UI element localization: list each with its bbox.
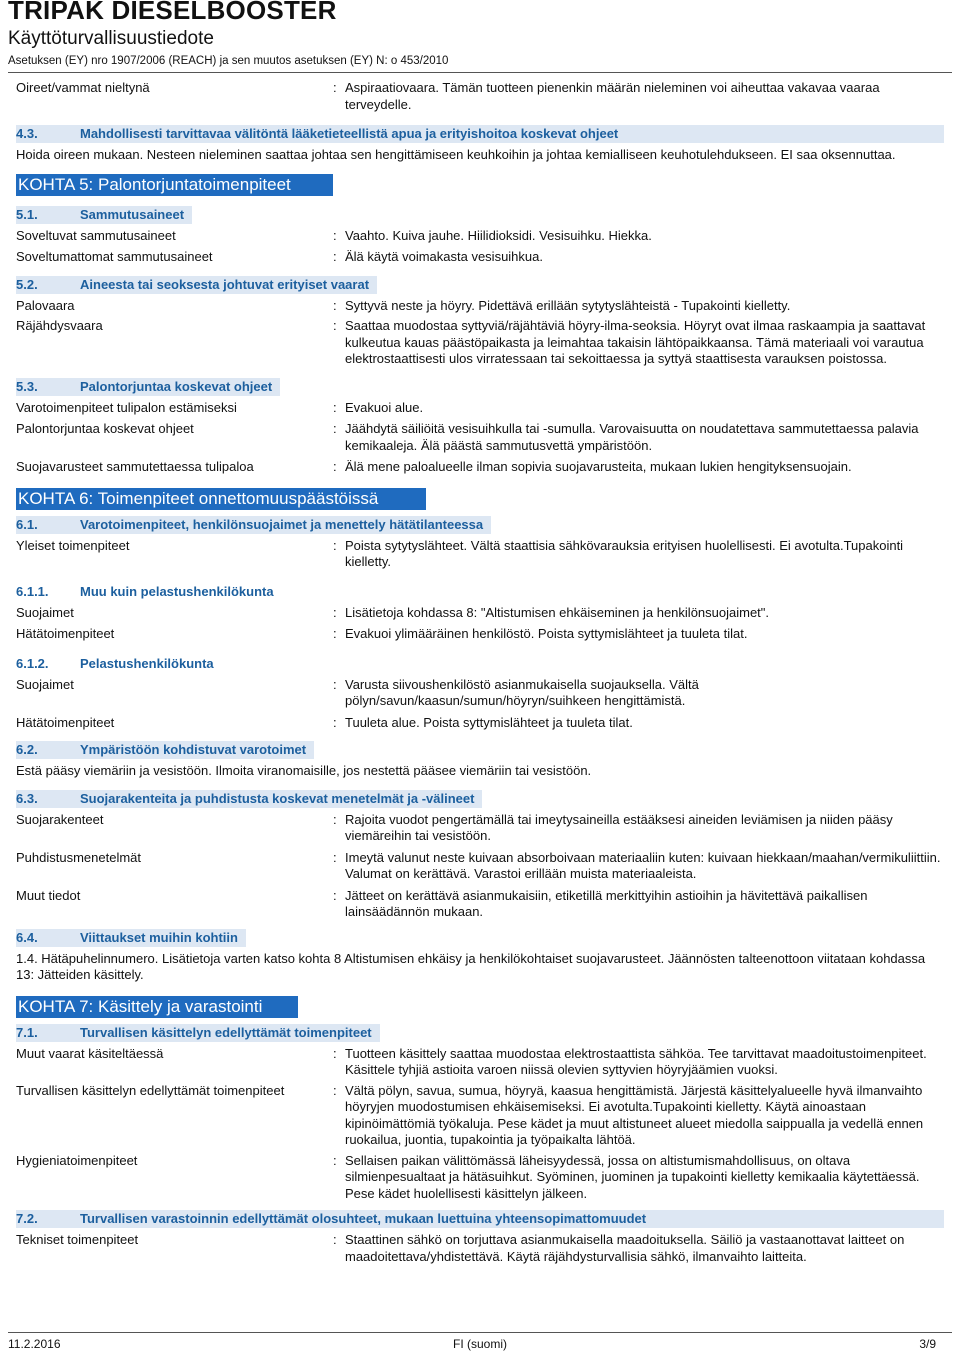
subsection-number: 6.1. — [16, 516, 80, 534]
field-colon: : — [333, 1045, 337, 1061]
field-colon: : — [333, 318, 337, 333]
subsection-heading — [16, 929, 944, 947]
field-colon: : — [333, 1152, 337, 1168]
subsection-title: Pelastushenkilökunta — [80, 655, 214, 671]
subsection-number: 7.1. — [16, 1024, 80, 1042]
subsection-number: 6.1.1. — [16, 583, 49, 599]
field-label: Hygieniatoimenpiteet — [16, 1152, 138, 1168]
subsection-heading — [16, 125, 944, 143]
field-colon: : — [333, 537, 337, 553]
field-row — [16, 228, 944, 245]
field-label: Hätätoimenpiteet — [16, 714, 115, 730]
subsection-title: Mahdollisesti tarvittavaa välitöntä lääketieteellistä apua ja erityishoitoa koskevat ohjeet — [80, 125, 626, 143]
subsubsection-heading — [16, 655, 944, 673]
field-value: Vältä pölyn, savua, sumua, höyryä, kaasua hengittämistä. Järjestä käsittelyalueelle hyvä ilmanvaihto höyryjen muodostumisen ehkäisemiseksi. Ei avotulta.Tupakointi kielletty. Käytä ainoastaan kipinöimättömiä työkaluja. Pese kädet ja muut altistuneet alueet miedolla saippualla ja vedellä ennen ruokailua, juontia, tupakointia ja työpaikalta lähtöä. — [345, 1082, 924, 1147]
subsection-number: 4.3. — [16, 126, 38, 141]
subsection-title: Aineesta tai seoksesta johtuvat erityiset vaarat — [80, 276, 377, 294]
field-label: Räjähdysvaara — [16, 318, 103, 333]
subsection-number: 6.4. — [16, 929, 80, 947]
field-row — [16, 1153, 944, 1203]
field-colon: : — [333, 1232, 337, 1247]
field-value: Tuuleta alue. Poista syttymislähteet ja tuuleta tilat. — [345, 714, 633, 730]
subsection-heading — [16, 206, 944, 224]
field-label: Soveltumattomat sammutusaineet — [16, 249, 213, 264]
field-label: Soveltuvat sammutusaineet — [16, 227, 176, 243]
field-row — [16, 626, 944, 643]
document-subtitle: Käyttöturvallisuustiedote — [8, 28, 214, 49]
field-label: Suojaimet — [16, 604, 74, 620]
field-label: Varotoimenpiteet tulipalon estämiseksi — [16, 399, 237, 415]
paragraph: 1.4. Hätäpuhelinnumero. Lisätietoja varten katso kohta 8 Altistumisen ehkäisy ja henkilökohtaiset suojavarusteet. Jäännösten talteenottoon viitataan kohdassa 13: Jätteiden käsittely. — [16, 950, 926, 982]
subsection-number: 6.1.2. — [16, 655, 49, 671]
subsection-number: 5.1. — [16, 206, 80, 224]
subsection-title: Varotoimenpiteet, henkilönsuojaimet ja menettely hätätilanteessa — [80, 516, 491, 534]
field-colon: : — [333, 887, 337, 903]
field-colon: : — [333, 459, 337, 474]
field-label: Oireet/vammat nieltynä — [16, 80, 150, 95]
field-row — [16, 1083, 944, 1149]
paragraph: Hoida oireen mukaan. Nesteen nieleminen saattaa johtaa sen hengittämiseen keuhkoihin ja johtaa kemialliseen keuhotulehdukseen. EI saa oksennuttaa. — [16, 147, 896, 162]
field-value: Imeytä valunut neste kuivaan absorboivaan materiaaliin kuten: kuivaan hiekkaan/maahan/vermikuliittiin. Valumat on kerättävä. Varastoi erillään muista materiaaleista. — [345, 849, 941, 881]
field-row — [16, 459, 944, 476]
field-label: Palontorjuntaa koskevat ohjeet — [16, 421, 194, 436]
footer-divider — [8, 1332, 952, 1333]
field-row — [16, 538, 944, 571]
field-row — [16, 812, 944, 845]
regulation-line: Asetuksen (EY) nro 1907/2006 (REACH) ja sen muutos asetuksen (EY) N: o 453/2010 — [8, 55, 449, 67]
field-value: Vaahto. Kuiva jauhe. Hiilidioksidi. Vesisuihku. Hiekka. — [345, 227, 652, 243]
subsection-heading — [16, 790, 944, 808]
field-row — [16, 715, 944, 732]
subsection-title: Turvallisen käsittelyn edellyttämät toimenpiteet — [80, 1024, 380, 1042]
field-colon: : — [333, 604, 337, 620]
field-row — [16, 298, 944, 315]
field-colon: : — [333, 227, 337, 243]
field-row — [16, 677, 944, 710]
field-label: Hätätoimenpiteet — [16, 626, 115, 641]
section-heading: KOHTA 6: Toimenpiteet onnettomuuspäästöissä — [16, 488, 426, 510]
field-label: Tekniset toimenpiteet — [16, 1232, 139, 1247]
field-row — [16, 318, 944, 368]
field-label: Yleiset toimenpiteet — [16, 537, 130, 553]
field-row — [16, 850, 944, 883]
paragraph: Estä pääsy viemäriin ja vesistöön. Ilmoita viranomaisille, jos nestettä pääsee viemäriin tai vesistöön. — [16, 763, 592, 778]
subsection-heading — [16, 1210, 944, 1228]
section-heading: KOHTA 5: Palontorjuntatoimenpiteet — [16, 174, 333, 196]
field-value: Rajoita vuodot pengertämällä tai imeytysaineilla estääksesi aineiden leviämisen ja niiden pääsy viemäreihin tai vesistöön. — [345, 811, 893, 843]
subsection-heading — [16, 1024, 944, 1042]
field-row — [16, 400, 944, 417]
field-value: Lisätietoja kohdassa 8: "Altistumisen ehkäiseminen ja henkilönsuojaimet". — [345, 604, 770, 620]
field-value: Jätteet on kerättävä asianmukaisiin, etiketillä merkittyihin astioihin ja hävitettävä paikallisen lainsäädännön mukaan. — [345, 887, 868, 919]
field-label: Puhdistusmenetelmät — [16, 849, 142, 865]
field-row — [16, 80, 944, 113]
field-value: Syttyvä neste ja höyry. Pidettävä erillään sytytyslähteistä - Tupakointi kielletty. — [345, 297, 791, 313]
field-label: Palovaara — [16, 297, 75, 313]
field-label: Suojavarusteet sammutettaessa tulipaloa — [16, 459, 254, 474]
field-label: Muut vaarat käsiteltäessä — [16, 1045, 164, 1061]
subsection-number: 7.2. — [16, 1211, 38, 1226]
field-value: Evakuoi alue. — [345, 399, 424, 415]
field-value: Varusta siivoushenkilöstö asianmukaisella suojauksella. Vältä pölyn/savun/kaasun/sumun/höyryn/suihkeen hengittämistä. — [345, 676, 699, 708]
field-value: Aspiraatiovaara. Tämän tuotteen pienenkin määrän nieleminen voi aiheuttaa vakavaa vaaraa terveydelle. — [345, 80, 880, 112]
field-row — [16, 249, 944, 266]
field-value: Saattaa muodostaa syttyviä/räjähtäviä höyry-ilma-seoksia. Höyryt ovat ilmaa raskaampia ja saattavat kulkeutua kauas päästöpaikasta ja leimahtaa takaisin lähtöpaikkaansa. Tämä materiaali voi varautua elektrostaattisesti ulos virratessaan tai sekoittaessa ja syttyä staattisesta varauksen poistossa. — [345, 318, 926, 366]
language-label: FI (suomi) — [453, 1337, 507, 1351]
subsection-title: Sammutusaineet — [80, 206, 192, 224]
field-colon: : — [333, 249, 337, 264]
field-colon: : — [333, 80, 337, 95]
subsection-heading — [16, 378, 944, 396]
field-row — [16, 421, 944, 454]
field-row — [16, 1232, 944, 1265]
subsection-number: 5.2. — [16, 276, 80, 294]
section-heading: KOHTA 7: Käsittely ja varastointi — [16, 996, 298, 1018]
subsection-title: Ympäristöön kohdistuvat varotoimet — [80, 741, 314, 759]
field-label: Turvallisen käsittelyn edellyttämät toimenpiteet — [16, 1082, 285, 1098]
revision-date: 11.2.2016 — [8, 1337, 61, 1351]
field-value: Sellaisen paikan välittömässä läheisyydessä, jossa on altistumismahdollisuus, on oltava silmienpesualtaat ja hätäsuihkut. Syöminen, juominen ja tupakointi kielletty kemikaalia käytettäessä. Pese kädet huolellisesti käsittelyn jälkeen. — [345, 1152, 920, 1201]
subsection-title: Viittaukset muihin kohtiin — [80, 929, 246, 947]
header-divider — [8, 72, 952, 73]
subsection-number: 6.3. — [16, 790, 80, 808]
field-row — [16, 605, 944, 622]
field-colon: : — [333, 849, 337, 865]
subsection-title: Turvallisen varastoinnin edellyttämät olosuhteet, mukaan luettuina yhteensopimattomuudet — [80, 1210, 654, 1228]
field-value: Jäähdytä säiliöitä vesisuihkulla tai -sumulla. Varovaisuutta on noudatettava sammutettaessa palavia kemikaaleja. Älä päästä sammutusvettä ympäristöön. — [345, 421, 919, 453]
subsection-number: 5.3. — [16, 378, 80, 396]
field-value: Poista sytytyslähteet. Vältä staattisia sähkövarauksia erityisen huolellisesti. Ei avotulta.Tupakointi kielletty. — [345, 537, 904, 569]
subsection-heading — [16, 276, 944, 294]
field-label: Muut tiedot — [16, 887, 81, 903]
field-colon: : — [333, 714, 337, 730]
field-value: Evakuoi ylimääräinen henkilöstö. Poista syttymislähteet ja tuuleta tilat. — [345, 626, 748, 641]
field-colon: : — [333, 1082, 337, 1098]
field-colon: : — [333, 626, 337, 641]
field-colon: : — [333, 399, 337, 415]
subsubsection-heading — [16, 583, 944, 601]
field-colon: : — [333, 421, 337, 436]
subsection-title: Palontorjuntaa koskevat ohjeet — [80, 378, 280, 396]
field-label: Suojarakenteet — [16, 811, 104, 827]
field-label: Suojaimet — [16, 676, 74, 692]
subsection-title: Suojarakenteita ja puhdistusta koskevat menetelmät ja -välineet — [80, 790, 482, 808]
field-value: Älä mene paloalueelle ilman sopivia suojavarusteita, mukaan lukien hengityksensuojain. — [345, 459, 852, 474]
subsection-title: Muu kuin pelastushenkilökunta — [80, 583, 274, 599]
field-row — [16, 1046, 944, 1079]
field-value: Staattinen sähkö on torjuttava asianmukaisella maadoituksella. Säiliö ja vastaanottavat laitteet on maadoitettava/yhdistettävä. Käytä räjähdysturvallisia sähkö, ilmanvaihto laitteita. — [345, 1232, 905, 1264]
field-value: Älä käytä voimakasta vesisuihkua. — [345, 249, 543, 264]
field-value: Tuotteen käsittely saattaa muodostaa elektrostaattista sähköa. Tee tarvittavat maadoitustoimenpiteet. Käsittele tyhjiä astioita varoen niissä olevien syttyvien höyryjäämien vuoksi. — [345, 1045, 927, 1077]
field-colon: : — [333, 297, 337, 313]
field-colon: : — [333, 676, 337, 692]
subsection-heading — [16, 516, 944, 534]
subsection-heading — [16, 741, 944, 759]
field-colon: : — [333, 811, 337, 827]
product-title: TRIPAK DIESELBOOSTER — [8, 0, 337, 25]
page-number: 3/9 — [919, 1337, 936, 1351]
field-row — [16, 888, 944, 921]
document-body — [16, 78, 944, 1265]
subsection-number: 6.2. — [16, 741, 80, 759]
